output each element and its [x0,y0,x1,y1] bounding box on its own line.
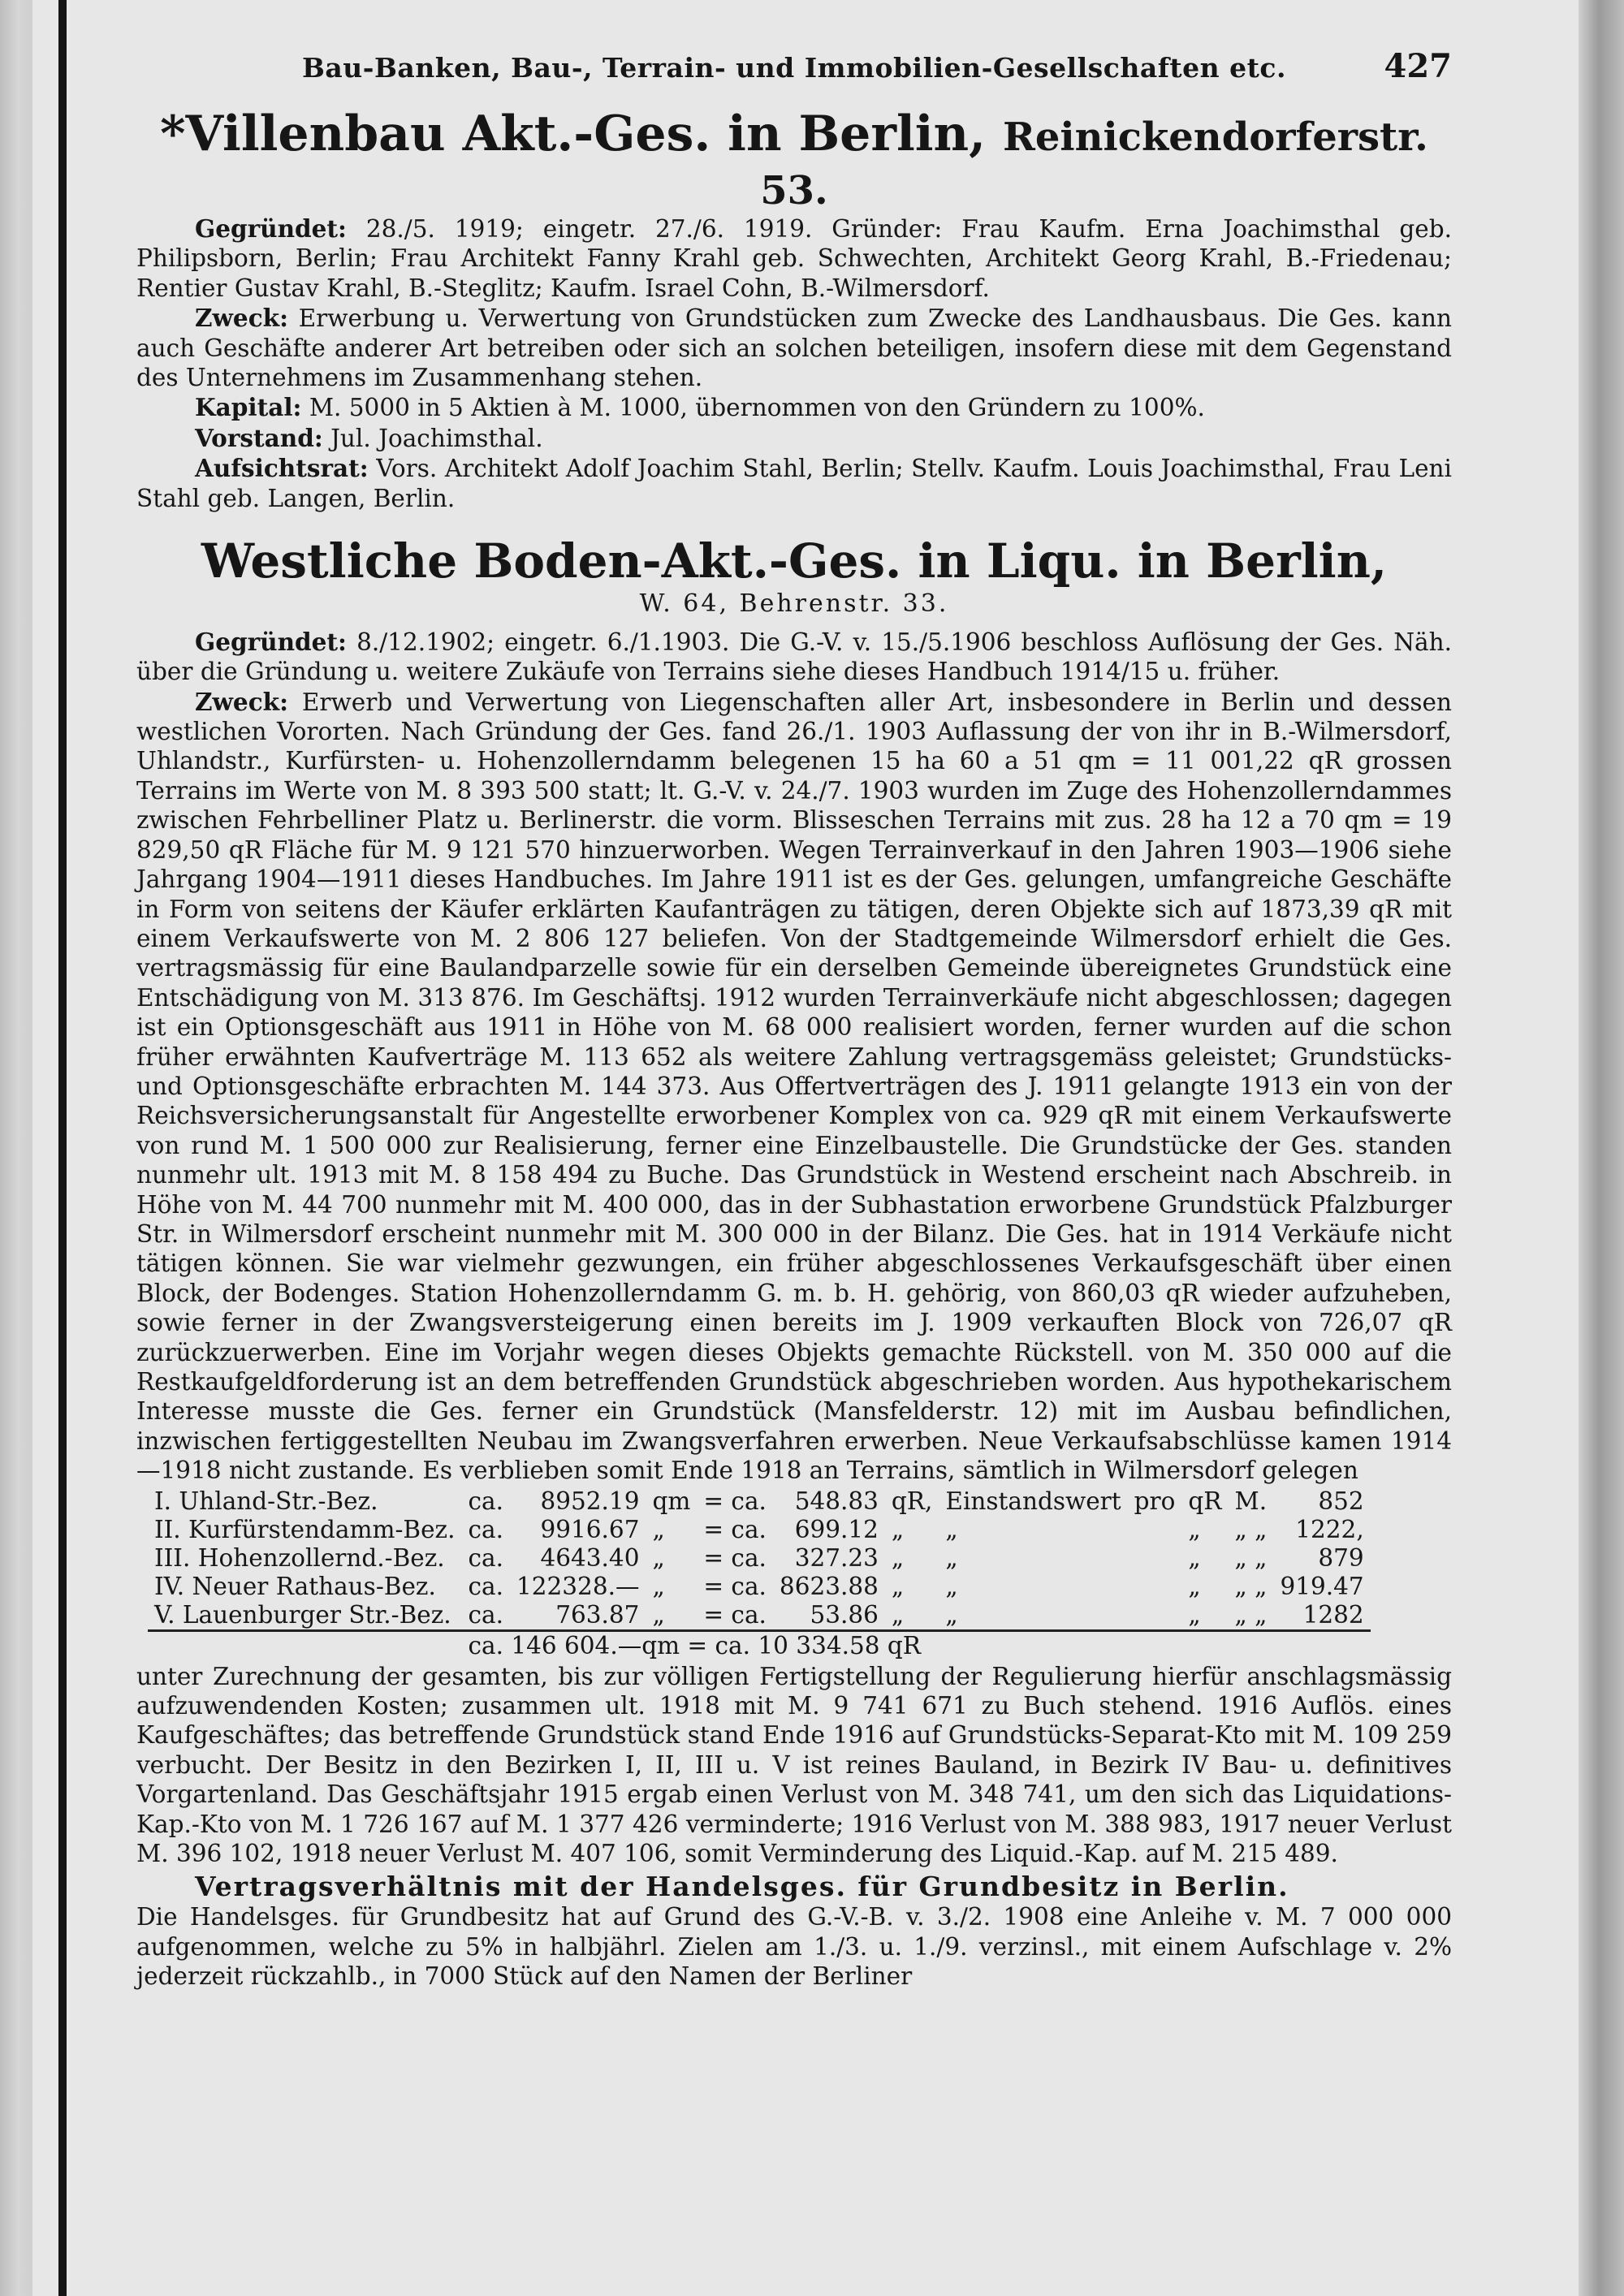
terrain-qr: 699.12 [794,1515,879,1543]
capital-label: Kapital: [195,393,302,422]
terrain-value: 1222, [1295,1515,1364,1543]
founded-text: 28./5. 1919; eingetr. 27./6. 1919. Gründer: Frau Kaufm. Erna Joachimsthal geb. Philipsborn, Berlin; Frau Architekt Fanny Krahl geb. Schwechten, Architekt Georg Krahl, B.-Friedenau; Rentier Gustav Krahl, B.-Steglitz; Kaufm. Israel Cohn, B.-Wilmersdorf. [136,215,1452,302]
page-number: 427 [1384,47,1452,85]
terrain-qm-unit: „ [652,1572,665,1600]
contract-heading: Vertragsverhältnis mit der Handelsges. für Grundbesitz in Berlin. [195,1871,1289,1903]
board-paragraph [136,424,1452,453]
entry-title: Westliche Boden-Akt.-Ges. in Liqu. in Berlin, [201,533,1388,589]
terrain-qr: 8623.88 [779,1572,879,1600]
founded-label: Gegründet: [195,214,347,243]
scan-right-margin [1579,0,1624,2296]
terrain-district: II. Kurfürstendamm-Bez. [154,1515,456,1543]
terrain-row [148,1516,1371,1544]
terrain-qm: 4643.40 [540,1543,640,1572]
founded-paragraph [136,214,1452,303]
terrain-value-unit: „ [1188,1515,1201,1543]
terrain-row [148,1573,1371,1601]
terrain-row [148,1544,1371,1573]
entry-villenbau [136,107,1452,513]
terrain-value-label: „ [945,1515,958,1543]
running-header [136,41,1452,102]
terrain-district: III. Hohenzollernd.-Bez. [154,1543,445,1572]
terrain-qm: 9916.67 [540,1515,640,1543]
supervisory-paragraph [136,454,1452,513]
terrain-qm-unit: qm [652,1487,691,1515]
founded-paragraph [136,628,1452,687]
purpose-text: Erwerb und Verwertung von Liegenschaften aller Art, insbesondere in Berlin und dessen westlichen Vororten. Nach Gründung der Ges. fand 26./1. 1903 Auflassung der von ihr in B.-Wilmersdorf, Uhlandstr., Kurfürsten- u. Hohenzollerndamm belegenen 15 ha 60 a 51 qm = 11 001,22 qR grossen Terrains im Werte von M. 8 393 500 statt; lt. G.-V. v. 24./7. 1903 wurden im Zuge des Hohenzollerndammes zwischen Fehrbelliner Platz u. Berlinerstr. die vorm. Blisseschen Terrains mit zus. 28 ha 12 a 70 qm = 19 829,50 qR Fläche für M. 9 121 570 hinzuerworben. Wegen Terrainverkauf in den Jahren 1903—1906 siehe Jahrgang 1904—1911 dieses Handbuches. Im Jahre 1911 ist es der Ges. gelungen, umfangreiche Geschäfte in Form von seitens der Käufer erklärten Kaufanträgen zu tätigen, deren Objekte sich auf 1873,39 qR mit einem Verkaufswerte von M. 2 806 127 beliefen. Von der Stadtgemeinde Wilmersdorf erhielt die Ges. vertragsmässig für eine Baulandparzelle sowie für ein derselben Gemeinde übereignetes Grundstück eine Entschädigung von M. 313 876. Im Geschäftsj. 1912 wurden Terrainverkäufe nicht abgeschlossen; dagegen ist ein Optionsgeschäft aus 1911 in Höhe von M. 68 000 realisiert worden, ferner wurden auf die schon früher erwähnten Kaufverträge M. 113 652 als weitere Zahlung vertragsgemäss geleistet; Grundstücks- und Optionsgeschäfte erbrachten M. 144 373. Aus Offertverträgen des J. 1911 gelangte 1913 ein von der Reichsversicherungsanstalt für Angestellte erworbener Komplex von ca. 929 qR mit einem Verkaufswerte von rund M. 1 500 000 zur Realisierung, ferner eine Einzelbaustelle. Die Grundstücke der Ges. standen nunmehr ult. 1913 mit M. 8 158 494 zu Buche. Das Grundstück in Westend erscheint nach Abschreib. in Höhe von M. 44 700 nunmehr mit M. 400 000, das in der Subhastation erworbene Grundstück Pfalzburger Str. in Wilmersdorf erscheint nunmehr mit M. 300 000 in der Bilanz. Die Ges. hat in 1914 Verkäufe nicht tätigen können. Sie war vielmehr gezwungen, ein früher abgeschlossenes Verkaufsgeschäft über einen Block, der Bodenges. Station Hohenzollerndamm G. m. b. H. gehörig, von 860,03 qR wieder aufzuheben, sowie ferner in der Zwangsversteigerung einen bereits im J. 1909 verkauften Block von 726,07 qR zurückzuerwerben. Eine im Vorjahr wegen dieses Objekts gemachte Rückstell. von M. 350 000 auf die Restkaufgeldforderung ist an dem betreffenden Grundstück abgeschrieben worden. Aus hypothekarischem Interesse musste die Ges. ferner ein Grundstück (Mansfelderstr. 12) mit im Ausbau befindlichen, inzwischen fertiggestellten Neubau im Zwangsverfahren erwerben. Neue Verkaufsabschlüsse kamen 1914—1918 nicht zustande. Es verblieben somit Ende 1918 an Terrains, sämtlich in Wilmersdorf gelegen [136,688,1452,1485]
purpose-text: Erwerbung u. Verwertung von Grundstücken zum Zwecke des Landhausbaus. Die Ges. kann auch Geschäfte anderer Art betreiben oder sich an solchen beteiligen, insofern diese mit dem Gegenstand des Unternehmens im Zusammenhang stehen. [136,304,1452,392]
terrain-value-unit: qR [1188,1487,1222,1515]
terrain-district: I. Uhland-Str.-Bez. [154,1487,378,1515]
contract-paragraph: Die Handelsges. für Grundbesitz hat auf Grund des G.-V.-B. v. 3./2. 1908 eine Anleihe v. M. 7 000 000 aufgenommen, welche zu 5% in halbjährl. Zielen am 1./3. u. 1./9. verzinsl., mit einem Aufschlage v. 2% jederzeit rückzahlb., in 7000 Stück auf den Namen der Berliner [136,1903,1452,1991]
terrain-qr-unit: qR, [891,1487,933,1515]
terrain-value-label: „ [945,1572,958,1600]
terrain-ca: ca. [468,1543,503,1572]
purpose-label: Zweck: [195,687,288,716]
terrain-value-pro [1128,1573,1182,1601]
terrain-qr: 327.23 [794,1543,879,1572]
terrain-equals: = ca. [703,1487,767,1515]
terrain-value-pro [1128,1601,1182,1631]
running-title: Bau-Banken, Bau-, Terrain- und Immobilien-Gesellschaften etc. [302,52,1286,84]
terrain-qm: 122328.— [516,1572,640,1600]
terrain-total-row [148,1630,1371,1660]
company-address: W. 64, Behrenstr. 33. [639,589,949,618]
company-address: Reinickendorferstr. 53. [760,114,1428,214]
terrain-value-currency: „ „ [1234,1572,1268,1600]
supervisory-text: Vors. Architekt Adolf Joachim Stahl, Berlin; Stellv. Kaufm. Louis Joachimsthal, Frau Leni Stahl geb. Langen, Berlin. [136,455,1452,512]
binding-edge [58,0,67,2296]
terrain-qm-unit: „ [652,1515,665,1543]
terrain-qr-unit: „ [891,1572,905,1600]
purpose-paragraph [136,304,1452,392]
document-page [136,41,1452,1992]
terrain-value-label: Einstandswert [945,1487,1121,1515]
terrain-qm: 763.87 [555,1600,640,1629]
board-label: Vorstand: [195,423,323,452]
terrain-row [148,1487,1371,1516]
company-name: *Villenbau Akt.-Ges. in Berlin, [160,106,987,162]
terrain-table [148,1487,1371,1660]
terrain-qr-unit: „ [891,1543,905,1572]
terrain-district: IV. Neuer Rathaus-Bez. [154,1572,436,1600]
entry-westliche-boden [136,533,1452,1992]
supervisory-label: Aufsichtsrat: [195,454,369,483]
terrain-value-pro [1128,1516,1182,1544]
scan-left-margin [0,0,32,2296]
terrain-district: V. Lauenburger Str.-Bez. [154,1600,451,1629]
terrain-ca: ca. [468,1600,503,1629]
terrain-qr-unit: „ [891,1600,905,1629]
board-text: Jul. Joachimsthal. [330,424,543,452]
after-table-paragraph: unter Zurechnung der gesamten, bis zur völligen Fertigstellung der Regulierung hierfür anschlagsmässig aufzuwendenden Kosten; zusammen ult. 1918 mit M. 9 741 671 zu Buch stehend. 1916 Auflös. eines Kaufgeschäftes; das betreffende Grundstück stand Ende 1916 auf Grundstücks-Separat-Kto mit M. 109 259 verbucht. Der Besitz in den Bezirken I, II, III u. V ist reines Bauland, in Bezirk IV Bau- u. definitives Vorgartenland. Das Geschäftsjahr 1915 ergab einen Verlust von M. 348 741, um den sich das Liquidations-Kap.-Kto von M. 1 726 167 auf M. 1 377 426 verminderte; 1916 Verlust von M. 388 983, 1917 neuer Verlust M. 396 102, 1918 neuer Verlust M. 407 106, somit Verminderung des Liquid.-Kap. auf M. 215 489. [136,1662,1452,1868]
terrain-equals: = ca. [703,1600,767,1629]
terrain-value: 852 [1318,1487,1364,1515]
entry-title [136,107,1452,214]
founded-label: Gegründet: [195,627,347,656]
terrain-value-pro [1128,1544,1182,1573]
terrain-ca: ca. [468,1572,503,1600]
terrain-ca: ca. [468,1487,503,1515]
purpose-label: Zweck: [195,304,288,333]
terrain-value-unit: „ [1188,1572,1201,1600]
purpose-paragraph [136,688,1452,1486]
terrain-equals: = ca. [703,1543,767,1572]
terrain-total: ca. 146 604.—qm = ca. 10 334.58 qR [461,1630,939,1660]
terrain-value: 879 [1318,1543,1364,1572]
terrain-value-currency: „ „ [1234,1600,1268,1629]
terrain-value-pro: pro [1134,1487,1176,1515]
terrain-equals: = ca. [703,1572,767,1600]
terrain-equals: = ca. [703,1515,767,1543]
terrain-value-currency: „ „ [1234,1543,1268,1572]
terrain-table-body [148,1487,1371,1631]
terrain-value-label: „ [945,1600,958,1629]
terrain-qr: 53.86 [810,1600,879,1629]
terrain-value-unit: „ [1188,1600,1201,1629]
terrain-qm-unit: „ [652,1600,665,1629]
terrain-qm-unit: „ [652,1543,665,1572]
terrain-value: 919.47 [1280,1572,1364,1600]
terrain-qr-unit: „ [891,1515,905,1543]
terrain-value-unit: „ [1188,1543,1201,1572]
terrain-ca: ca. [468,1515,503,1543]
terrain-qr: 548.83 [794,1487,879,1515]
capital-text: M. 5000 in 5 Aktien à M. 1000, übernommen von den Gründern zu 100%. [309,394,1205,422]
terrain-row [148,1601,1371,1631]
capital-paragraph [136,393,1452,422]
terrain-value-currency: M. [1234,1487,1268,1515]
terrain-value-currency: „ „ [1234,1515,1268,1543]
terrain-value: 1282 [1302,1600,1364,1629]
founded-text: 8./12.1902; eingetr. 6./1.1903. Die G.-V. v. 15./5.1906 beschloss Auflösung der Ges. Näh. über die Gründung u. weitere Zukäufe von Terrains siehe dieses Handbuch 1914/15 u. früher. [136,628,1452,686]
terrain-value-label: „ [945,1543,958,1572]
terrain-qm: 8952.19 [540,1487,640,1515]
